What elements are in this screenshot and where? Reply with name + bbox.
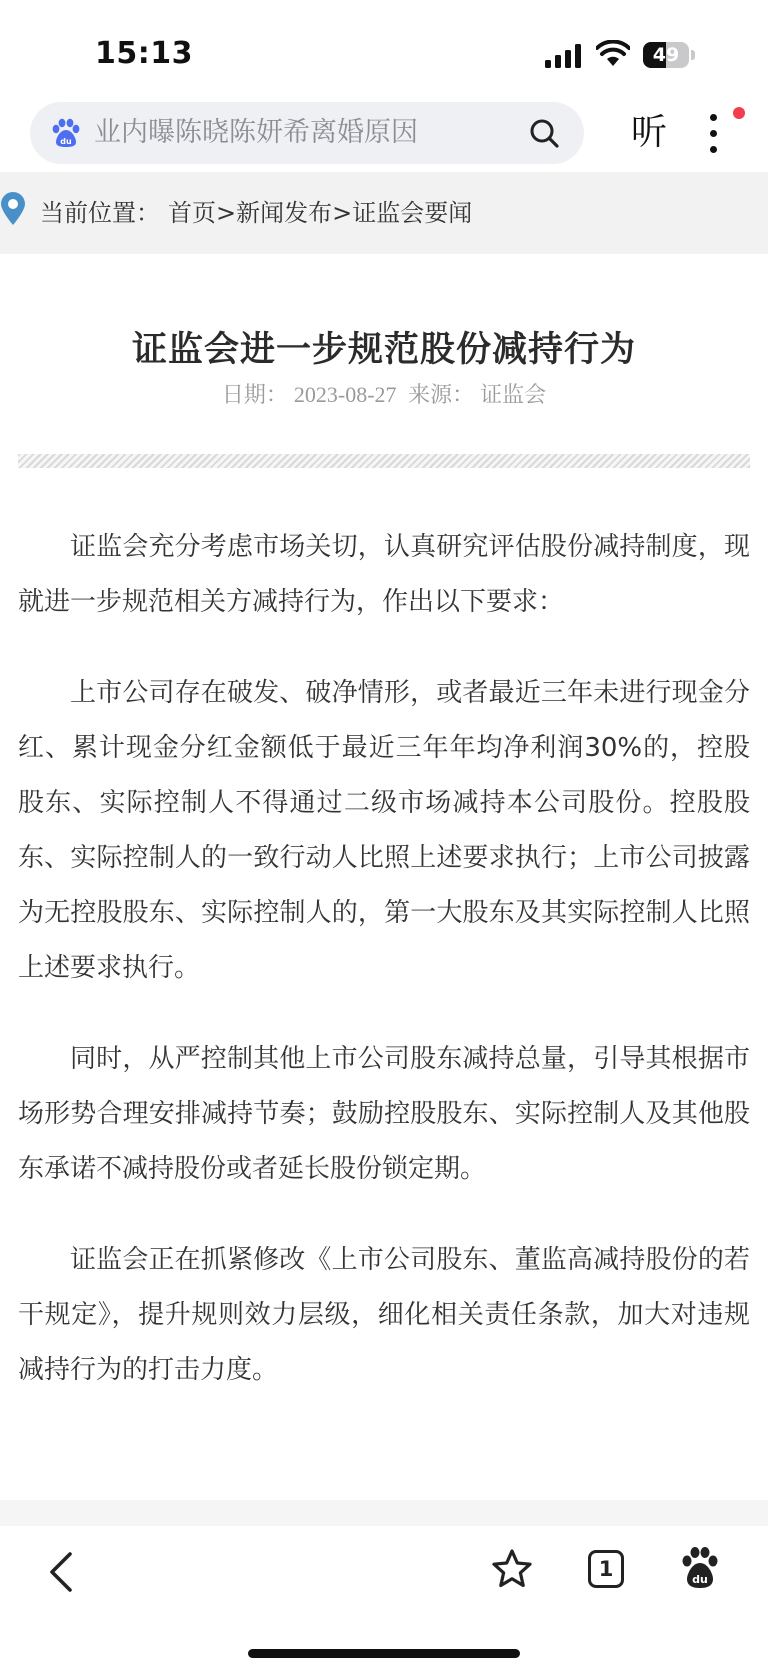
- divider: [18, 454, 750, 468]
- wifi-icon: [596, 40, 630, 68]
- search-bar[interactable]: [30, 102, 584, 164]
- baidu-paw-icon: [50, 117, 82, 149]
- article-meta: [0, 378, 768, 409]
- search-icon[interactable]: [528, 117, 560, 149]
- search-input[interactable]: 业内曝陈晓陈妍希离婚原因: [94, 117, 418, 148]
- more-vertical-icon[interactable]: [702, 112, 726, 156]
- bottom-toolbar: [0, 1526, 768, 1669]
- status-time: 15:13: [95, 36, 193, 71]
- tabs-button[interactable]: 1: [588, 1550, 624, 1588]
- star-icon[interactable]: [491, 1548, 533, 1590]
- article-date: 2023-08-27: [293, 382, 397, 407]
- battery-level: 49: [652, 44, 680, 66]
- article-paragraph: 上市公司存在破发、破净情形，或者最近三年未进行现金分红、累计现金分红金额低于最近三年年均净利润30%的，控股股东、实际控制人不得通过二级市场减持本公司股份。控股股东、实际控制人的一致行动人比照上述要求执行；上市公司披露为无控股股东、实际控制人的，第一大股东及其实际控制人比照上述要求执行。: [18, 678, 750, 983]
- article-paragraph: 证监会充分考虑市场关切，认真研究评估股份减持制度，现就进一步规范相关方减持行为，作出以下要求：: [18, 532, 750, 617]
- listen-button[interactable]: 听: [630, 112, 667, 153]
- baidu-paw-icon[interactable]: [680, 1546, 720, 1590]
- home-indicator[interactable]: [248, 1649, 520, 1658]
- breadcrumb-path[interactable]: 首页>新闻发布>证监会要闻: [168, 199, 473, 227]
- breadcrumb-label: 当前位置：: [40, 199, 160, 227]
- source-label: 来源：: [408, 382, 475, 407]
- battery-icon: [643, 42, 695, 68]
- breadcrumb: [0, 172, 768, 254]
- cellular-signal-icon: [545, 44, 585, 68]
- article-paragraph: 证监会正在抓紧修改《上市公司股东、董监高减持股份的若干规定》，提升规则效力层级，细化相关责任条款，加大对违规减持行为的打击力度。: [18, 1245, 750, 1385]
- svg-text:du: du: [692, 1573, 708, 1586]
- notification-dot: [733, 107, 745, 119]
- toolbar-separator: [0, 1500, 768, 1526]
- date-label: 日期：: [221, 382, 288, 407]
- status-bar: [0, 0, 768, 100]
- article-paragraph: 同时，从严控制其他上市公司股东减持总量，引导其根据市场形势合理安排减持节奏；鼓励控股股东、实际控制人及其他股东承诺不减持股份或者延长股份锁定期。: [18, 1044, 750, 1184]
- back-arrow-icon[interactable]: [44, 1548, 80, 1596]
- svg-text:du: du: [60, 137, 72, 146]
- article-body: [18, 520, 750, 1434]
- article-title: 证监会进一步规范股份减持行为: [131, 330, 636, 370]
- location-pin-icon: [0, 192, 26, 226]
- article-source: 证监会: [480, 382, 547, 407]
